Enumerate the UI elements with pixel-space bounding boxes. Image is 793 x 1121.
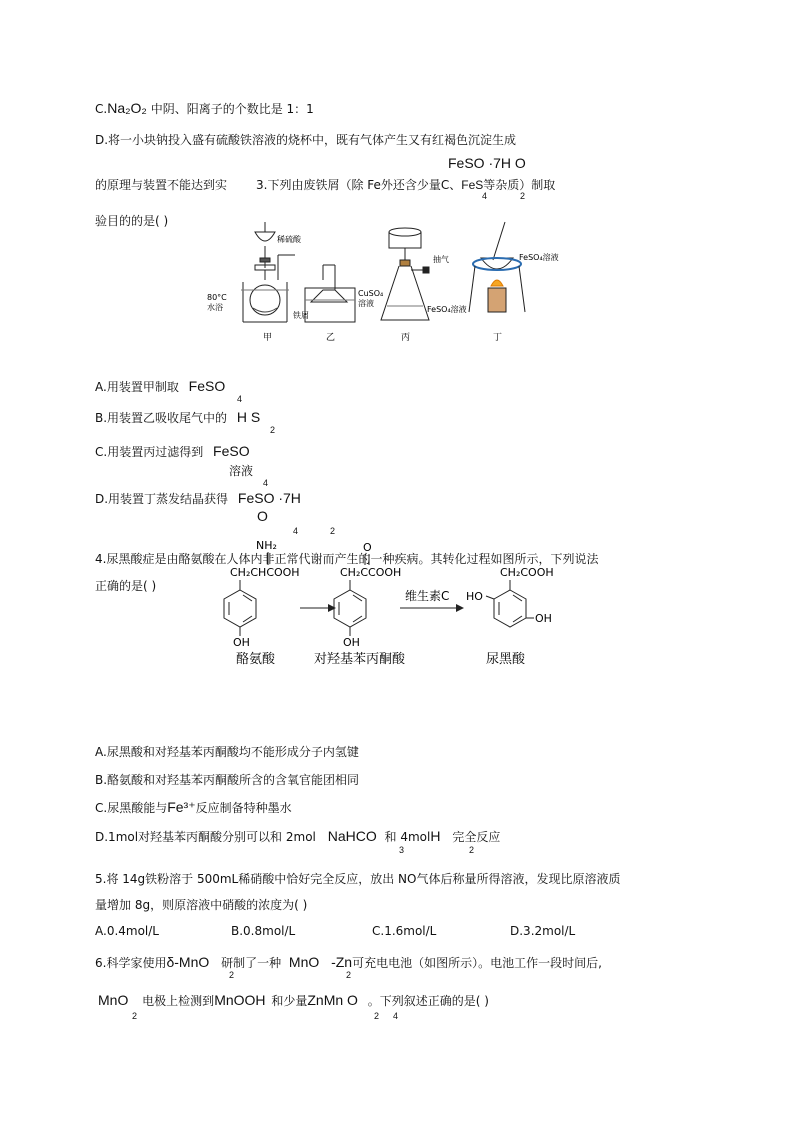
formula-feso4: FeSO — [188, 378, 226, 394]
subscript: 2 — [520, 191, 526, 201]
formula-na2o2: Na₂O₂ — [107, 100, 147, 116]
arrow-head — [456, 604, 464, 612]
q5-option-d: D.3.2mol/L — [510, 924, 576, 938]
option-text: 完全反应 — [452, 830, 501, 844]
chain-hpp: CH₂CCOOH — [340, 566, 402, 579]
text-fragment: 可充电电池（如图所示）。电池工作一段时间后, — [352, 956, 602, 970]
option-text: 反应制备特种墨水 — [195, 801, 292, 815]
label-ho: HO — [466, 590, 483, 603]
name-p-hydroxyphenylpyruvic-acid: 对羟基苯丙酮酸 — [314, 652, 406, 667]
q4-option-c — [95, 799, 292, 816]
label-water-bath: 水浴 — [207, 303, 223, 312]
question-3-stem — [256, 176, 555, 193]
option-text: D.1mol对羟基苯丙酮酸分别可以和 2mol — [95, 830, 316, 844]
text-fragment: 和少量 — [271, 994, 308, 1008]
label-suction: 抽气 — [433, 255, 449, 264]
q3-option-d — [95, 490, 301, 507]
question-5-line-2: 量增加 8g，则原溶液中硝酸的浓度为( ) — [95, 898, 308, 912]
caption-ding: 丁 — [493, 333, 503, 342]
label-80c: 80°C — [207, 293, 227, 302]
formula-fes: FeS — [461, 178, 484, 192]
question-5-line-1: 5.将 14g铁粉溶于 500mL稀硝酸中恰好完全反应，放出 NO气体后称量所得溶液，发现比原溶液质 — [95, 872, 621, 886]
text-fragment: 3.下列由废铁屑（除 Fe外还含少量C、 — [256, 178, 462, 192]
subscript: 3 — [399, 845, 405, 855]
subscript: 4 — [393, 1011, 399, 1021]
q3-option-b — [95, 409, 260, 426]
option-text: D.用装置丁蒸发结晶获得 — [95, 492, 229, 506]
option-c-line — [95, 100, 314, 117]
caption-jia: 甲 — [263, 333, 273, 342]
q5-option-a: A.0.4mol/L — [95, 924, 159, 938]
subscript: 4 — [263, 478, 269, 488]
text-fragment: 。下列叙述正确的是( ) — [367, 994, 489, 1008]
option-text-solution: 溶液 — [229, 464, 254, 478]
text-fragment: 6.科学家使用 — [95, 956, 167, 970]
label-cuso4: CuSO₄ — [358, 289, 384, 298]
formula-h2s: H S — [236, 409, 261, 425]
label-dilute-sulfuric-acid: 稀硫酸 — [277, 235, 301, 244]
subscript: 2 — [132, 1011, 138, 1021]
q4-option-b: B.酪氨酸和对羟基苯丙酮酸所含的含氧官能团相同 — [95, 773, 360, 787]
label-oh-1: OH — [233, 636, 250, 649]
formula-mno2: MnO — [98, 992, 129, 1008]
text-fragment: 研制了一种 — [221, 956, 282, 970]
apparatus-bing — [381, 228, 429, 320]
name-homogentisic-acid: 尿黑酸 — [486, 652, 526, 667]
subscript: 2 — [469, 845, 475, 855]
option-label: C. — [95, 102, 108, 116]
text-fragment: 的原理与装置不能达到实 — [95, 178, 228, 192]
formula-feso4-7h2o: FeSO ·7H O — [448, 155, 526, 171]
caption-bing: 丙 — [401, 333, 411, 342]
subscript: 2 — [229, 970, 235, 980]
caption-yi: 乙 — [326, 333, 336, 342]
option-text: 中阴、阳离子的个数比是 1：1 — [150, 102, 314, 116]
subscript: 4 — [237, 394, 243, 404]
benzene-ring-1 — [224, 580, 256, 636]
formula-feso4: FeSO — [213, 443, 250, 459]
label-feso4-solution: FeSO₄溶液 — [427, 305, 467, 314]
name-tyrosine: 酪氨酸 — [236, 652, 276, 667]
formula-mnooh: MnOOH — [214, 992, 266, 1008]
option-d-line: D.将一小块钠投入盛有硫酸铁溶液的烧杯中，既有气体产生又有红褐色沉淀生成 — [95, 133, 517, 147]
q4-option-a: A.尿黑酸和对羟基苯丙酮酸均不能形成分子内氢键 — [95, 745, 359, 759]
question-3-line-2: 验目的的是( ) — [95, 214, 169, 228]
label-solution: 溶液 — [358, 299, 374, 308]
subscript: 2 — [374, 1011, 380, 1021]
formula-o: O — [257, 508, 268, 524]
apparatus-figure — [205, 220, 565, 342]
subscript: 4 — [482, 191, 488, 201]
apparatus-ding — [469, 222, 525, 312]
ion-fe3: Fe³⁺ — [167, 799, 196, 815]
chain-tyrosine: CH₂CHCOOH — [230, 566, 300, 579]
q3-option-c — [95, 443, 250, 460]
question-3-line-1 — [95, 176, 227, 193]
reaction-scheme — [200, 538, 580, 668]
option-text: C.尿黑酸能与 — [95, 801, 168, 815]
text-fragment: 等杂质）制取 — [483, 178, 556, 192]
formula-h2: H — [430, 828, 441, 844]
label-feso4-solution-2: FeSO₄溶液 — [519, 253, 559, 262]
option-text: A.用装置甲制取 — [95, 380, 179, 394]
formula-feso4-7h2o: FeSO ·7H — [237, 490, 301, 506]
question-4-line-1: 4.尿黑酸症是由酪氨酸在人体内非正常代谢而产生的一种疾病。其转化过程如图所示，下列说法 — [95, 552, 599, 566]
subscript: 2 — [346, 970, 352, 980]
q5-option-c: C.1.6mol/L — [372, 924, 437, 938]
formula-nahco3: NaHCO — [327, 828, 377, 844]
benzene-ring-3 — [486, 580, 534, 627]
arrow-head — [328, 604, 336, 612]
formula-zn: -Zn — [331, 954, 353, 970]
subscript: 4 — [293, 526, 299, 536]
label-o: O — [363, 541, 372, 554]
chain-homogentisic: CH₂COOH — [500, 566, 554, 579]
question-4-line-2: 正确的是( ) — [95, 579, 157, 593]
option-text: C.用装置丙过滤得到 — [95, 445, 204, 459]
option-text: B.用装置乙吸收尾气中的 — [95, 411, 228, 425]
formula-mno2: MnO — [288, 954, 320, 970]
question-6-line-1 — [95, 954, 602, 971]
q3-option-a — [95, 378, 225, 395]
q4-option-d — [95, 828, 500, 845]
subscript: 2 — [330, 526, 336, 536]
label-oh-3: OH — [535, 612, 552, 625]
label-oh-2: OH — [343, 636, 360, 649]
question-6-line-2 — [98, 992, 489, 1009]
formula-znmn2o4: ZnMn O — [307, 992, 358, 1008]
text-fragment: 电极上检测到 — [142, 994, 215, 1008]
label-nh2: NH₂ — [256, 539, 277, 552]
formula-delta-mno2: δ-MnO — [166, 954, 210, 970]
subscript: 2 — [270, 425, 276, 435]
apparatus-yi — [305, 265, 355, 322]
benzene-ring-2 — [334, 580, 366, 636]
label-vitamin-c: 维生素C — [405, 589, 450, 603]
option-text: 和 4mol — [384, 830, 431, 844]
label-iron-scraps: 铁屑 — [293, 311, 309, 320]
q5-option-b: B.0.8mol/L — [231, 924, 296, 938]
